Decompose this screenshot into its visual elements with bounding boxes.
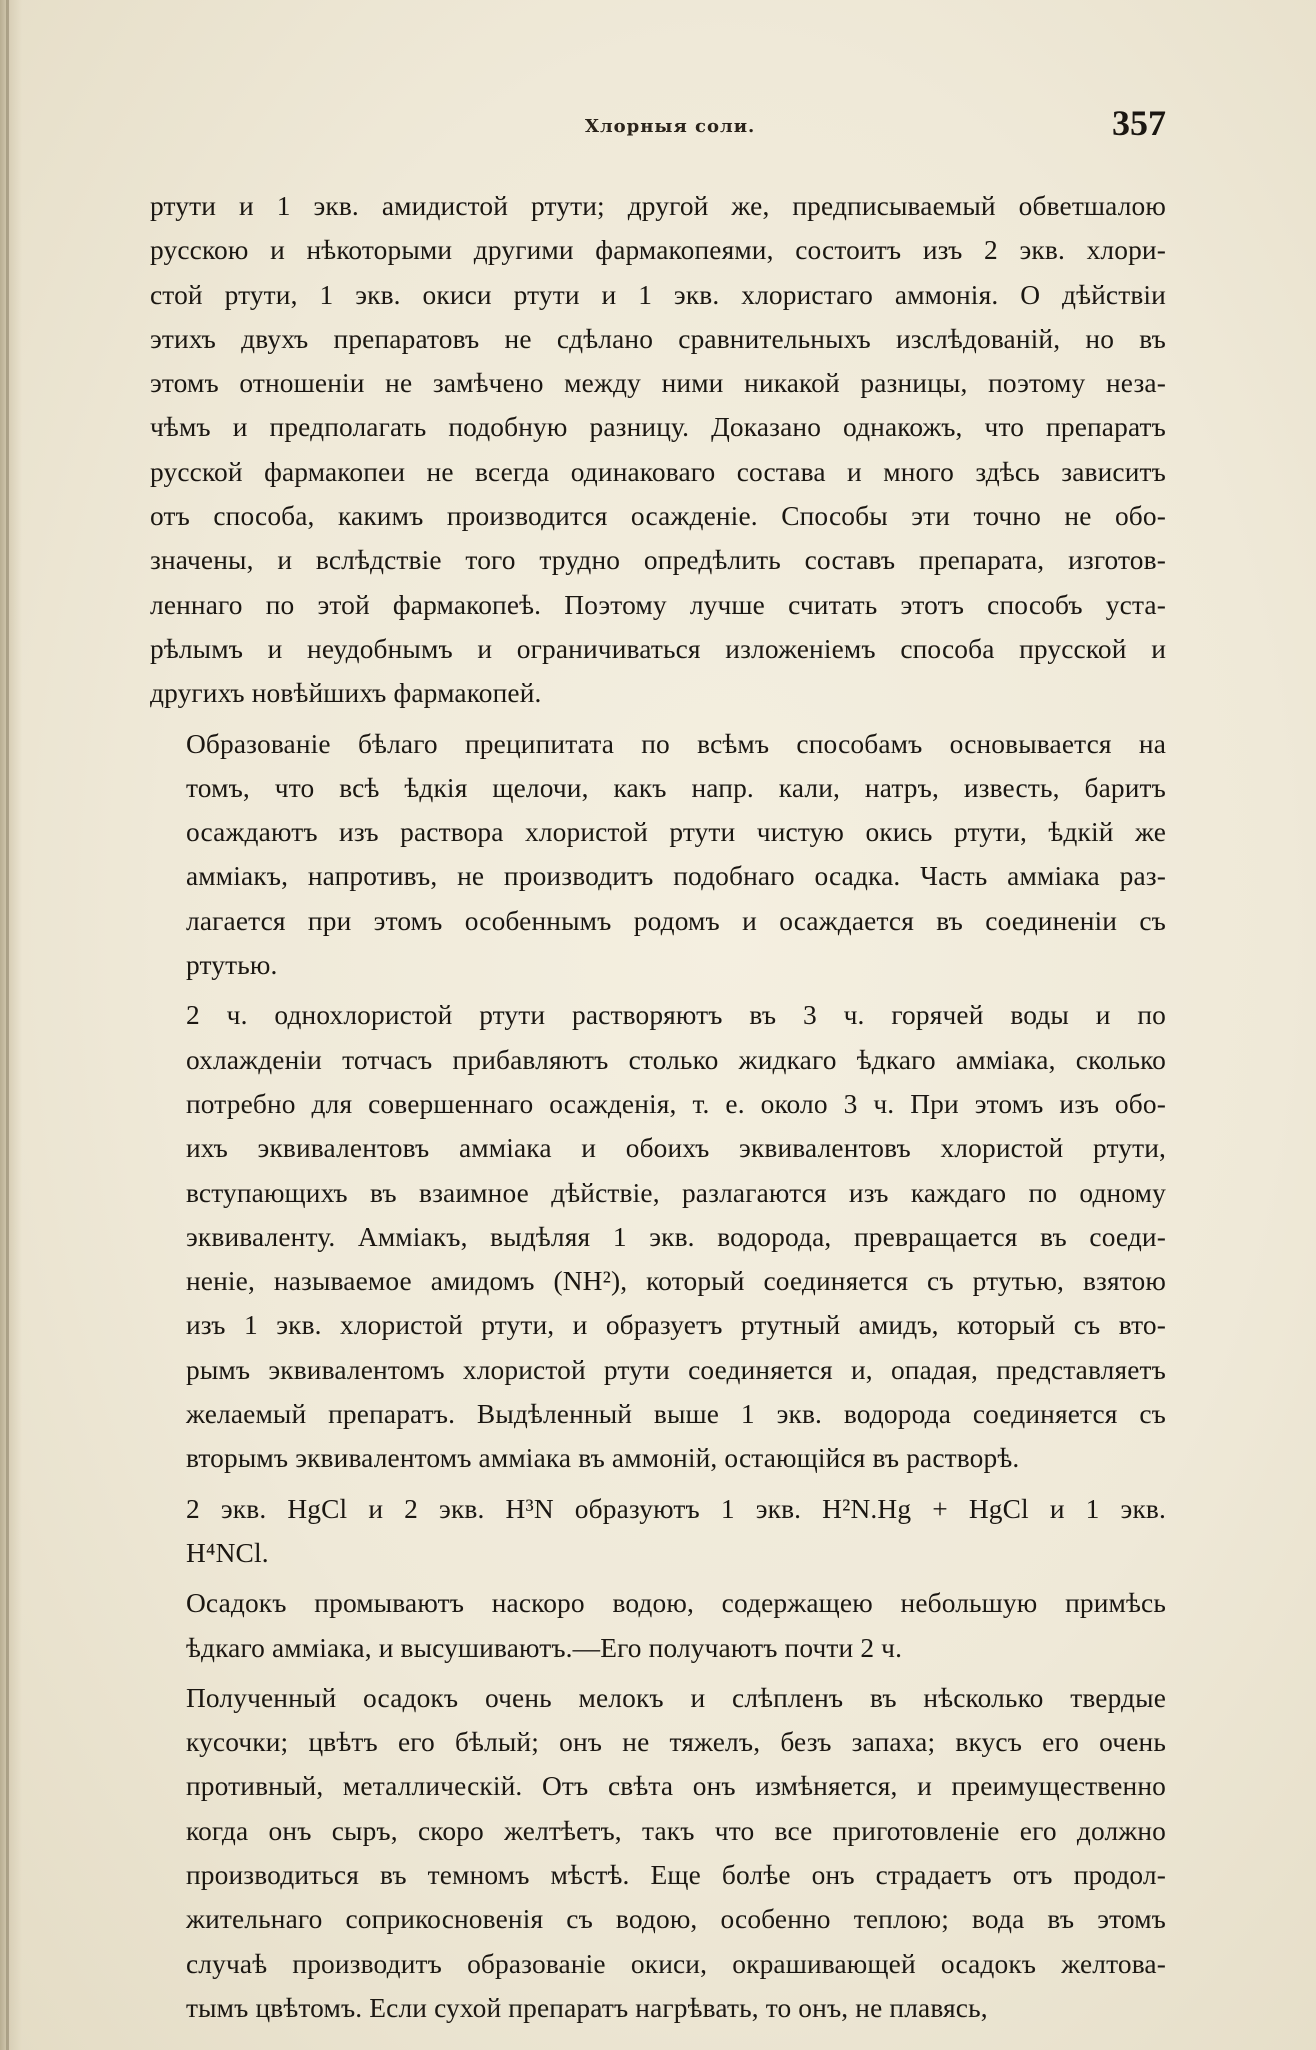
text-line: охлажденіи тотчасъ прибавляютъ столько жидкаго ѣдкаго амміака, сколько bbox=[186, 1044, 1166, 1075]
text-line: ртутью. bbox=[186, 950, 278, 981]
page-header bbox=[150, 102, 1166, 154]
text-line: осаждаютъ изъ раствора хлористой ртути чистую окись ртути, ѣдкій же bbox=[186, 817, 1166, 848]
text-line: стой ртути, 1 экв. окиси ртути и 1 экв. хлористаго аммонія. О дѣйствіи bbox=[150, 279, 1166, 310]
text-line: русскою и нѣкоторыми другими фармакопеями, состоитъ изъ 2 экв. хлори- bbox=[150, 235, 1166, 266]
text-line: производиться въ темномъ мѣстѣ. Еще болѣе онъ страдаетъ отъ продол- bbox=[186, 1859, 1166, 1890]
text-line: Осадокъ промываютъ наскоро водою, содержащею небольшую примѣсь bbox=[186, 1588, 1166, 1619]
text-line: чѣмъ и предполагать подобную разницу. Доказано однакожъ, что препаратъ bbox=[150, 412, 1166, 443]
text-line: этомъ отношеніи не замѣчено между ними никакой разницы, поэтому неза- bbox=[150, 368, 1166, 399]
text-line: эквиваленту. Амміакъ, выдѣляя 1 экв. водорода, превращается въ соеди- bbox=[186, 1221, 1166, 1252]
text-line: 2 ч. однохлористой ртути растворяютъ въ 3 ч. горячей воды и по bbox=[186, 1000, 1166, 1031]
text-line: неніе, называемое амидомъ (NH²), который соединяется съ ртутью, взятою bbox=[186, 1266, 1166, 1297]
text-line: изъ 1 экв. хлористой ртути, и образуетъ ртутный амидъ, который съ вто- bbox=[186, 1310, 1166, 1341]
text-line: жительнаго соприкосновенія съ водою, особенно теплою; вода въ этомъ bbox=[186, 1904, 1166, 1935]
paragraph bbox=[150, 722, 1166, 988]
text-line: томъ, что всѣ ѣдкія щелочи, какъ напр. кали, натръ, известь, баритъ bbox=[186, 772, 1166, 803]
text-line: рымъ эквивалентомъ хлористой ртути соединяется и, опадая, представляетъ bbox=[186, 1354, 1166, 1385]
page-number: 357 bbox=[1112, 103, 1166, 143]
text-line: значены, и вслѣдствіе того трудно опредѣлить составъ препарата, изготов- bbox=[150, 545, 1166, 576]
text-line: кусочки; цвѣтъ его бѣлый; онъ не тяжелъ, безъ запаха; вкусъ его очень bbox=[186, 1727, 1166, 1758]
paragraph bbox=[150, 1581, 1166, 1670]
text-line: тымъ цвѣтомъ. Если сухой препаратъ нагрѣвать, то онъ, не плавясь, bbox=[186, 1992, 988, 2023]
text-line: ѣдкаго амміака, и высушиваютъ.—Его получаютъ почти 2 ч. bbox=[186, 1632, 903, 1663]
text-line: леннаго по этой фармакопеѣ. Поэтому лучше считать этотъ способъ уста- bbox=[150, 589, 1166, 620]
text-line: когда онъ сыръ, скоро желтѣетъ, такъ что все приготовленіе его должно bbox=[186, 1815, 1166, 1846]
text-line: другихъ новѣйшихъ фармакопей. bbox=[150, 678, 542, 709]
text-line: ртути и 1 экв. амидистой ртути; другой же, предписываемый обветшалою bbox=[150, 191, 1166, 221]
paragraph bbox=[150, 184, 1166, 716]
text-line: 2 экв. HgCl и 2 экв. H³N образуютъ 1 экв. H²N.Hg + HgCl и 1 экв. bbox=[186, 1493, 1166, 1524]
page-gutter-shadow bbox=[0, 0, 22, 2050]
text-line: русской фармакопеи не всегда одинаковаго состава и много здѣсь зависитъ bbox=[150, 456, 1166, 487]
text-line: H⁴NCl. bbox=[186, 1537, 269, 1568]
text-line: Образованіе бѣлаго преципитата по всѣмъ способамъ основывается на bbox=[186, 728, 1166, 759]
paragraph bbox=[150, 1487, 1166, 1576]
text-line: рѣлымъ и неудобнымъ и ограничиваться изложеніемъ способа прусской и bbox=[150, 633, 1166, 664]
text-line: случаѣ производитъ образованіе окиси, окрашивающей осадокъ желтова- bbox=[186, 1948, 1166, 1979]
text-line: ихъ эквивалентовъ амміака и обоихъ эквивалентовъ хлористой ртути, bbox=[186, 1133, 1166, 1164]
text-line: отъ способа, какимъ производится осажденіе. Способы эти точно не обо- bbox=[150, 501, 1166, 532]
paragraph bbox=[150, 1676, 1166, 2030]
body-text bbox=[150, 184, 1166, 2036]
text-line: желаемый препаратъ. Выдѣленный выше 1 экв. водорода соединяется съ bbox=[186, 1399, 1166, 1430]
text-line: вступающихъ въ взаимное дѣйствіе, разлагаются изъ каждаго по одному bbox=[186, 1177, 1166, 1208]
text-line: лагается при этомъ особеннымъ родомъ и осаждается въ соединеніи съ bbox=[186, 905, 1166, 936]
text-line: этихъ двухъ препаратовъ не сдѣлано сравнительныхъ изслѣдованій, но въ bbox=[150, 323, 1166, 354]
page-gutter-edge bbox=[6, 0, 9, 2050]
paragraph bbox=[150, 993, 1166, 1480]
running-head: Хлорныя соли. bbox=[585, 116, 756, 137]
text-line: Полученный осадокъ очень мелокъ и слѣпленъ въ нѣсколько твердые bbox=[186, 1682, 1166, 1713]
text-line: противный, металлическій. Отъ свѣта онъ измѣняется, и преимущественно bbox=[186, 1771, 1166, 1802]
text-line: потребно для совершеннаго осажденія, т. е. около 3 ч. При этомъ изъ обо- bbox=[186, 1088, 1166, 1119]
text-line: амміакъ, напротивъ, не производитъ подобнаго осадка. Часть амміака раз- bbox=[186, 861, 1166, 892]
text-line: вторымъ эквивалентомъ амміака въ аммоній, остающійся въ растворѣ. bbox=[186, 1443, 1020, 1474]
